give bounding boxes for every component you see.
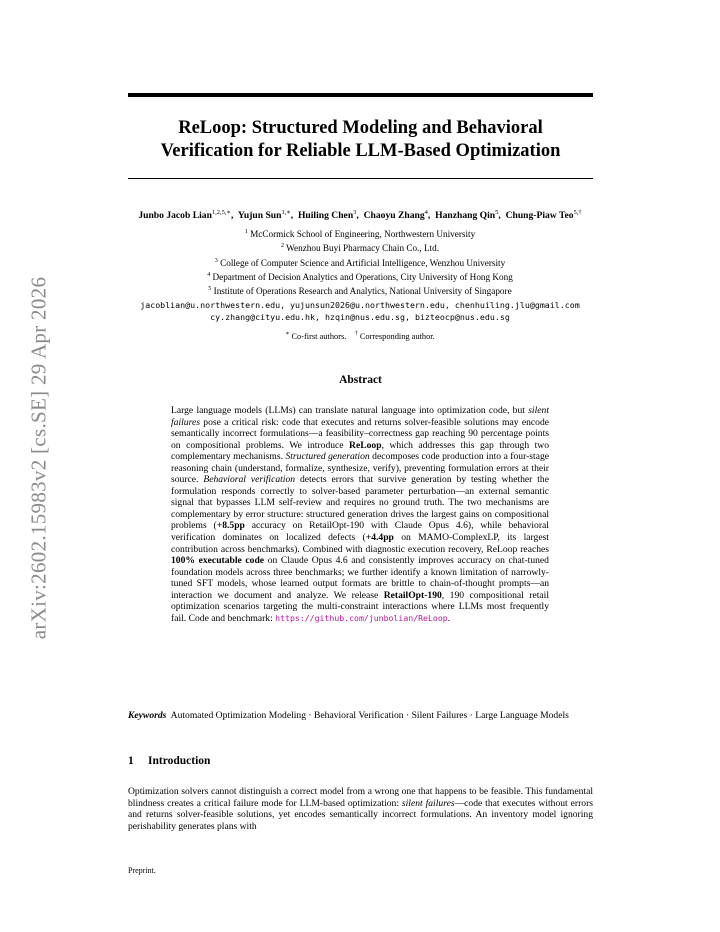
section-heading-introduction bbox=[128, 755, 593, 767]
title-top-rule bbox=[128, 93, 593, 97]
section-title: Introduction bbox=[148, 755, 211, 767]
keywords-text: Automated Optimization Modeling · Behavioral Verification · Silent Failures · Large Language Models bbox=[170, 710, 569, 721]
email-line-1: jacoblian@u.northwestern.edu, yujunsun2026@u.northwestern.edu, chenhuiling.jlu@gmail.com bbox=[140, 300, 580, 310]
keywords-label: Keywords bbox=[128, 710, 167, 721]
cofirst-note: Co-first authors. bbox=[291, 331, 347, 341]
affiliation: $^3$ College of Computer Science and Artificial Intelligence, Wenzhou University bbox=[214, 257, 506, 268]
author: Chaoyu Zhang$^4$ bbox=[363, 209, 428, 222]
abstract-body: Large language models (LLMs) can translate natural language into optimization code, but silent failures pose a critical risk: code that executes and returns solver-feasible solutions may encode semantically incorrect formulations—a feasibility–correctness gap reaching 90 percentage points on compositional problems. We introduce ReLoop, which addresses this gap through two complementary mechanisms. Structured generation decomposes code production into a four-stage reasoning chain (understand, formalize, synthesize, verify), preventing formulation errors at their source. Behavioral verification detects errors that survive generation by testing whether the formulation responds correctly to solver-based parameter perturbation—an external semantic signal that bypasses LLM self-review and requires no ground truth. The two mechanisms are complementary by error structure: structured generation drives the largest gains on compositional problems (+8.5pp accuracy on RetailOpt-190 with Claude Opus 4.6), while behavioral verification dominates on localized defects (+4.4pp on MAMO-ComplexLP, its largest contribution across benchmarks). Combined with diagnostic execution recovery, ReLoop reaches 100% executable code on Claude Opus 4.6 and consistently improves accuracy on chat-tuned foundation models across three benchmarks; we further identify a known limitation of narrowly-tuned SFT models, whose learned output formats are brittle to chain-of-thought prompts—an interaction we document and analyze. We release RetailOpt-190, 190 compositional retail optimization scenarios targeting the multi-constraint interactions where LLMs most frequently fail. Code and benchmark: https://github.com/junbolian/ReLoop. bbox=[171, 405, 550, 624]
arxiv-sidebar bbox=[22, 262, 56, 654]
arxiv-identifier: arXiv:2602.15983v2 [cs.SE] 29 Apr 2026 bbox=[26, 276, 51, 640]
affiliation: $^5$ Institute of Operations Research and Analytics, National University of Singapore bbox=[208, 286, 512, 297]
affiliation-list bbox=[80, 226, 640, 297]
footer-preprint: Preprint. bbox=[128, 866, 156, 875]
corresponding-note: Corresponding author. bbox=[359, 331, 435, 341]
author-list: Junbo Jacob Lian$^{1,2,5,∗}$, Yujun Sun$^{1,∗}$, Huiling Chen$^3$, Chaoyu Zhang$^4$, Hanzhang Qin$^5$, Chung-Piaw Teo$^{5,\dagger}$ bbox=[138, 209, 582, 222]
title-line-2: Verification for Reliable LLM-Based Optimization bbox=[160, 141, 561, 161]
title-line-1: ReLoop: Structured Modeling and Behavioral bbox=[178, 118, 543, 138]
affiliation: $^1$ McCormick School of Engineering, Northwestern University bbox=[244, 229, 476, 240]
title-bottom-rule bbox=[128, 178, 593, 179]
paper-title bbox=[128, 117, 593, 163]
author-emails bbox=[60, 299, 660, 323]
code-link[interactable]: https://github.com/junbolian/ReLoop bbox=[275, 612, 448, 623]
abstract-heading: Abstract bbox=[339, 374, 382, 386]
author: Hanzhang Qin$^5$ bbox=[435, 209, 499, 222]
keywords bbox=[128, 710, 593, 722]
author-notes: ∗ Co-first authors. † Corresponding author. bbox=[285, 331, 435, 341]
author: Chung-Piaw Teo$^{5,\dagger}$ bbox=[505, 209, 582, 222]
author: Huiling Chen$^3$ bbox=[297, 209, 357, 222]
affiliation: $^4$ Department of Decision Analytics and Operations, City University of Hong Kong bbox=[207, 271, 513, 282]
section-number: 1 bbox=[128, 755, 134, 767]
author: Junbo Jacob Lian$^{1,2,5,∗}$ bbox=[138, 209, 231, 222]
email-line-2: cy.zhang@cityu.edu.hk, hzqin@nus.edu.sg, bizteocp@nus.edu.sg bbox=[210, 312, 510, 322]
introduction-paragraph: Optimization solvers cannot distinguish a correct model from a wrong one that happens to be feasible. This fundamental blindness creates a critical failure mode for LLM-based optimization: silent failures—code that executes without errors and returns solver-feasible solutions, yet encodes semantically incorrect formulations. An inventory model ignoring perishability generates plans with bbox=[128, 786, 593, 832]
author: Yujun Sun$^{1,∗}$ bbox=[237, 209, 291, 222]
affiliation: $^2$ Wenzhou Buyi Pharmacy Chain Co., Ltd. bbox=[280, 243, 439, 254]
